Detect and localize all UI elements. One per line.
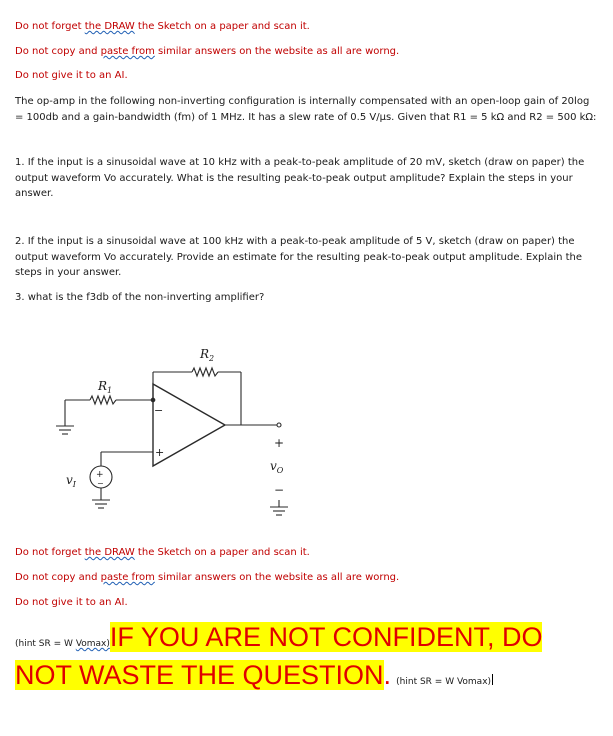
hint-text-2: (hint SR = W Vomax)	[396, 677, 492, 687]
warning-link: paste from	[100, 572, 155, 583]
confidence-warning-line-1: IF YOU ARE NOT CONFIDENT, DO	[109, 622, 543, 652]
warning-link: the DRAW	[84, 547, 135, 558]
text-cursor	[492, 674, 493, 685]
warning-no-ai: Do not give it to an AI.	[15, 70, 128, 81]
problem-intro: The op-amp in the following non-inverting configuration is internally compensated with an open-loop gain of 20log = 100db and a gain-bandwidth (fm) of 1 MHz. It has a slew rate of 0.5 V/µs. Given that R1 = 5 kΩ and R2 = 500 kΩ:	[15, 96, 597, 123]
ground-symbol-output	[270, 500, 288, 515]
confidence-warning-line-2: NOT WASTE THE QUESTION	[15, 660, 384, 690]
question-2: 2. If the input is a sinusoidal wave at 100 kHz with a peak-to-peak amplitude of 5 V, sketch (draw on paper) the output waveform Vo accurately. Provide an estimate for the resulting peak-to-peak output amplitude. Explain the steps in your answer.	[15, 236, 583, 278]
warning-link: paste from	[100, 46, 155, 57]
warning-no-ai-bottom: Do not give it to an AI.	[15, 597, 128, 608]
warning-link: the DRAW	[84, 21, 135, 32]
resistor-r2	[192, 368, 218, 376]
label-inverting-input: −	[154, 404, 164, 417]
source-minus-sign: −	[97, 479, 104, 488]
label-vo: $v_O$	[270, 459, 284, 475]
warning-draw-sketch: Do not forget the DRAW the Sketch on a paper and scan it.	[15, 21, 310, 32]
warning-no-copy-bottom: Do not copy and paste from similar answers on the website as all are worng.	[15, 572, 400, 583]
label-noninverting-input: +	[155, 446, 165, 459]
question-3: 3. what is the f3db of the non-inverting amplifier?	[15, 292, 265, 303]
label-r2: $R_2$	[200, 347, 215, 363]
output-terminal	[277, 423, 281, 427]
ground-symbol-source	[92, 500, 110, 508]
label-output-minus: −	[274, 483, 285, 497]
label-output-plus: +	[274, 436, 285, 450]
hint-text: (hint SR = W Vomax)	[15, 639, 110, 649]
resistor-r1	[90, 396, 116, 404]
warning-no-copy: Do not copy and paste from similar answers on the website as all are worng.	[15, 46, 400, 57]
hint-row-1	[15, 620, 542, 654]
label-r1: $R_1$	[98, 379, 113, 395]
label-vi: $v_I$	[66, 473, 76, 489]
warning-draw-sketch-bottom: Do not forget the DRAW the Sketch on a paper and scan it.	[15, 547, 310, 558]
hint-row-2	[15, 658, 493, 692]
question-1: 1. If the input is a sinusoidal wave at 10 kHz with a peak-to-peak amplitude of 20 mV, sketch (draw on paper) the output waveform Vo accurately. What is the resulting peak-to-peak output amplitude? Explain the steps in your answer.	[15, 157, 585, 199]
confidence-warning-dot: .	[383, 660, 392, 690]
ground-symbol-left	[56, 400, 74, 434]
source-plus-sign: +	[96, 470, 104, 480]
